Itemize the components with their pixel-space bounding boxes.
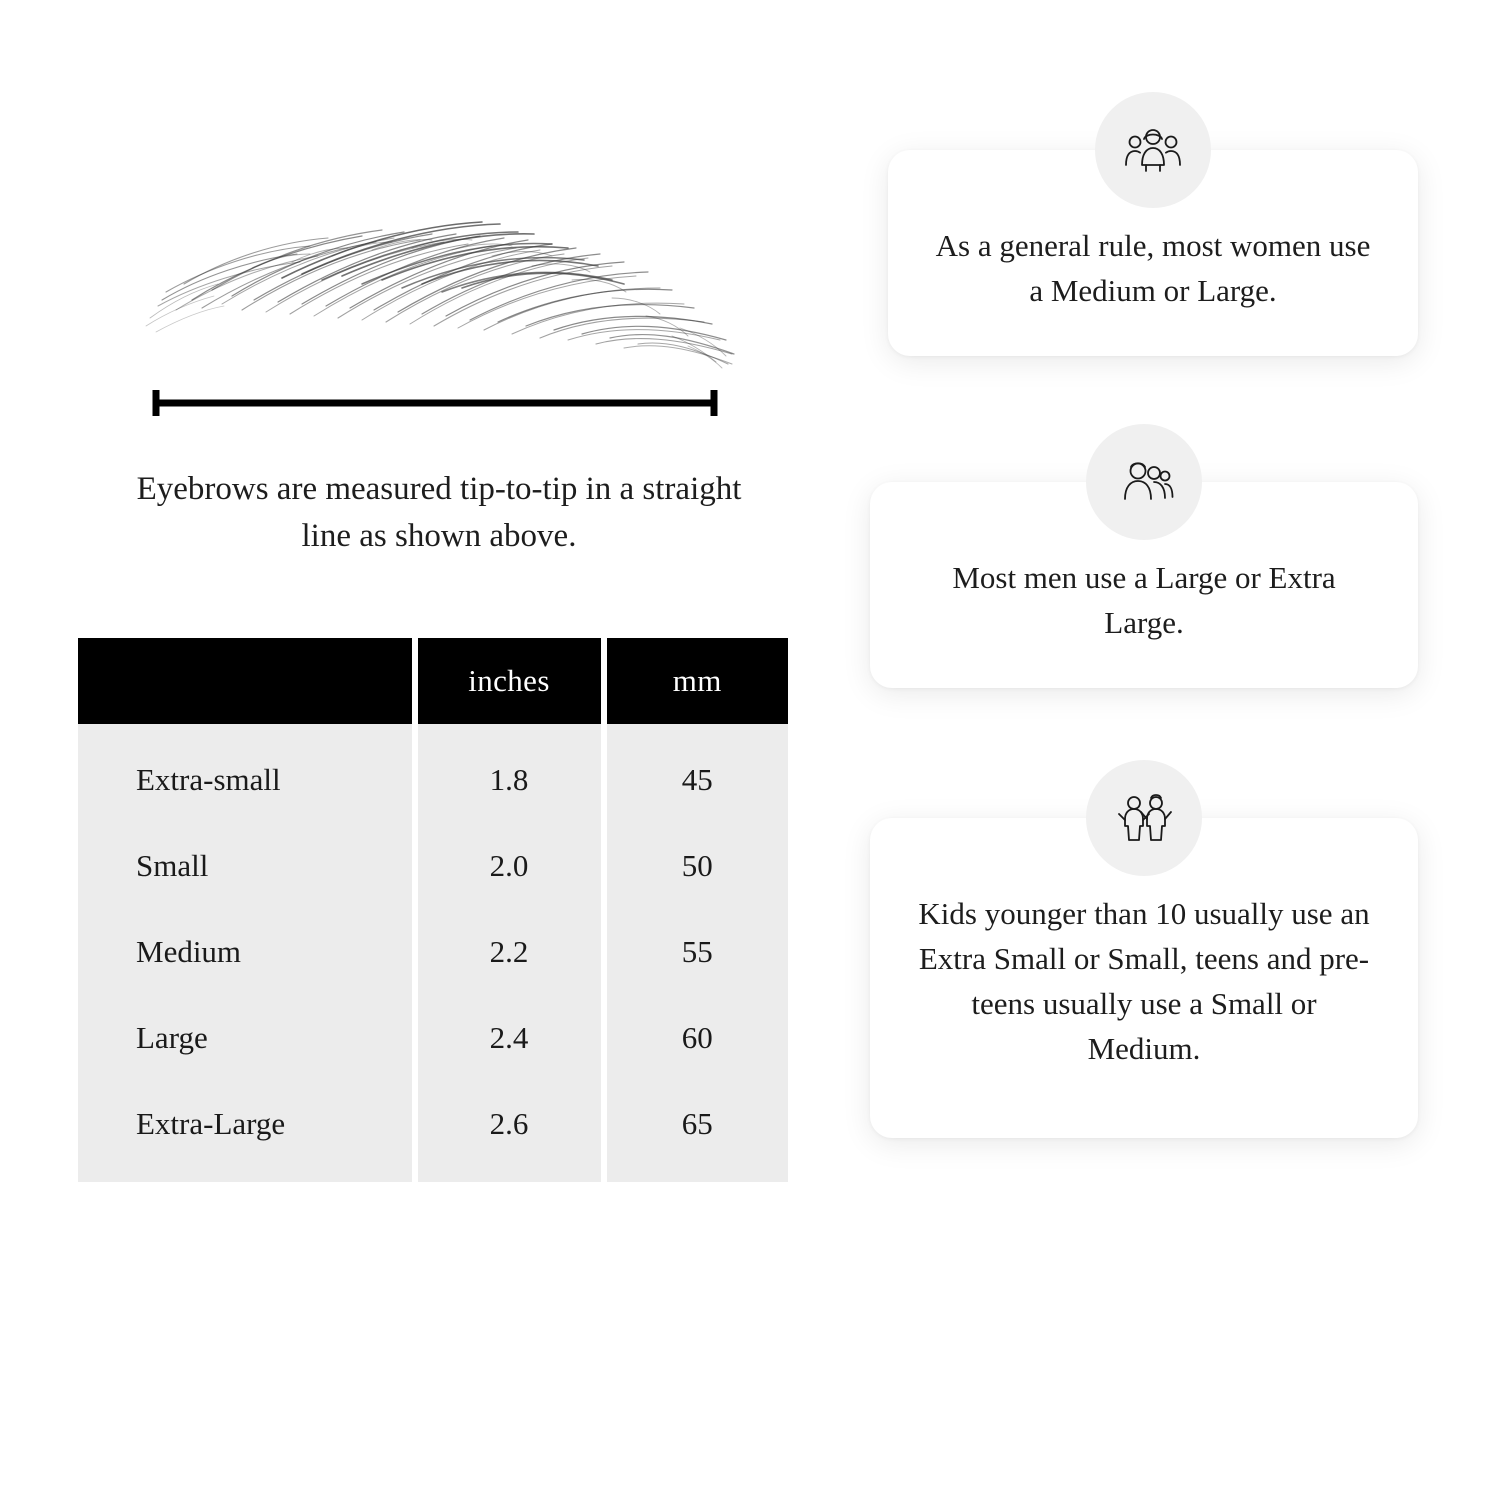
kids-icon — [1086, 760, 1202, 876]
table-row — [78, 995, 788, 1081]
table-row — [78, 724, 788, 823]
note-card-women — [888, 150, 1418, 356]
cell-inches: 2.4 — [418, 995, 601, 1081]
table-body — [78, 724, 788, 1182]
cell-mm: 60 — [607, 995, 788, 1081]
note-text: Most men use a Large or Extra Large. — [952, 559, 1336, 640]
header-inches: inches — [418, 638, 601, 724]
cell-inches: 2.0 — [418, 823, 601, 909]
cell-size-name: Large — [78, 995, 412, 1081]
header-size-name — [78, 638, 412, 724]
cell-mm: 55 — [607, 909, 788, 995]
men-group-icon — [1086, 424, 1202, 540]
table-row — [78, 1081, 788, 1182]
cell-size-name: Extra-small — [78, 724, 412, 823]
cell-inches: 2.2 — [418, 909, 601, 995]
note-text: Kids younger than 10 usually use an Extra Small or Small, teens and pre-teens usually use a Small or Medium. — [918, 895, 1370, 1066]
table-row — [78, 823, 788, 909]
note-card-men — [870, 482, 1418, 688]
size-chart-table — [72, 638, 794, 1182]
cell-mm: 50 — [607, 823, 788, 909]
left-column — [72, 150, 802, 1182]
table-header — [78, 638, 788, 724]
table-row — [78, 909, 788, 995]
eyebrow-illustration — [132, 150, 772, 380]
table-header-row — [78, 638, 788, 724]
cell-mm: 45 — [607, 724, 788, 823]
cell-inches: 2.6 — [418, 1081, 601, 1182]
tip-to-tip-measure-bar — [150, 388, 720, 418]
cell-size-name: Extra-Large — [78, 1081, 412, 1182]
women-group-icon — [1095, 92, 1211, 208]
right-column — [870, 150, 1440, 1138]
cell-size-name: Medium — [78, 909, 412, 995]
cell-size-name: Small — [78, 823, 412, 909]
header-mm: mm — [607, 638, 788, 724]
cell-inches: 1.8 — [418, 724, 601, 823]
note-text: As a general rule, most women use a Medium or Large. — [935, 228, 1371, 308]
note-card-kids — [870, 818, 1418, 1138]
cell-mm: 65 — [607, 1081, 788, 1182]
measurement-caption: Eyebrows are measured tip-to-tip in a straight line as shown above. — [136, 471, 742, 554]
